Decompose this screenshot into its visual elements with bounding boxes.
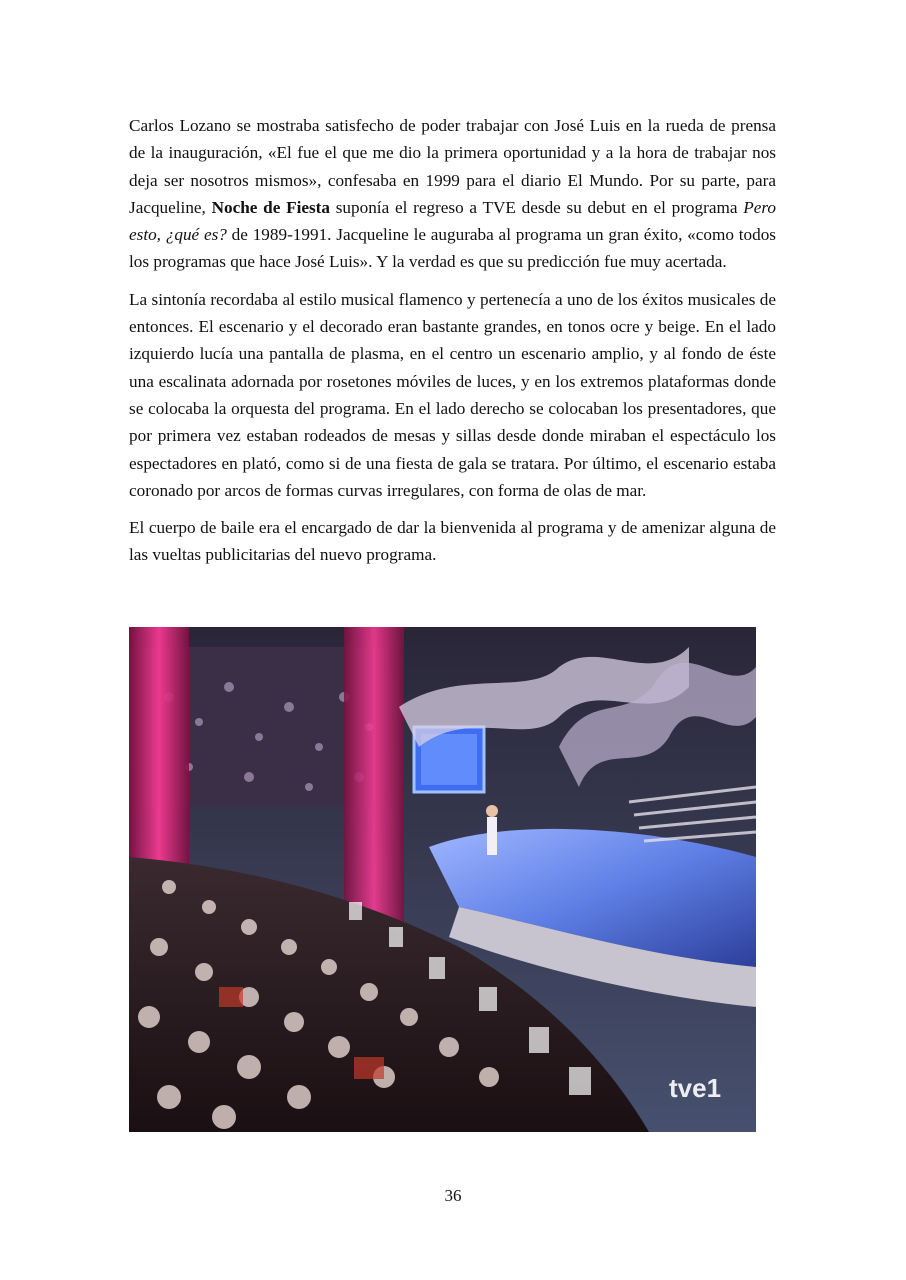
text-run: suponía el regreso a TVE desde su debut en el programa — [330, 197, 744, 217]
text-run: La sintonía recordaba al estilo musical flamenco y pertenecía a uno de los éxitos musicales de entonces. El escenario y el decorado eran bastante grandes, en tonos ocre y beige. En el lado izquierdo lucía una pantalla de plasma, en el centro un escenario amplio, y al fondo de éste una escalinata adornada por rosetones móviles de luces, y en los extremos plataformas donde se colocaba la orquesta del programa. En el lado derecho se colocaban los presentadores, que por primera vez estaban rodeados de mesas y sillas desde donde miraban el espectáculo los espectadores en plató, como si de una fiesta de gala se tratara. Por último, el escenario estaba coronado por arcos de formas curvas irregulares, con forma de olas de mar. — [129, 289, 776, 500]
tve1-watermark: tve1 — [669, 1073, 722, 1103]
body-text — [129, 112, 776, 579]
paragraph — [129, 286, 776, 504]
page-number: 36 — [444, 1186, 462, 1205]
paragraph — [129, 514, 776, 569]
italic-text: Pero esto, ¿qué es? — [129, 197, 776, 245]
text-run: El cuerpo de baile era el encargado de dar la bienvenida al programa y de amenizar alguna de las vueltas publicitarias del nuevo programa. — [129, 518, 776, 565]
tv-studio-photo — [129, 627, 756, 1132]
paragraph — [129, 112, 776, 276]
text-run: de 1989-1991. Jacqueline le auguraba al programa un gran éxito, «como todos los programas que hace José Luis». Y la verdad es que su predicción fue muy acertada. — [129, 225, 776, 272]
bold-text: Noche de Fiesta — [211, 197, 330, 217]
text-run: Carlos Lozano se mostraba satisfecho de poder trabajar con José Luis en la rueda de prensa de la inauguración, «El fue el que me dio la primera oportunidad y a la hora de trabajar nos deja ser nosotros mismos», confesaba en 1999 para el diario El Mundo. Por su parte, para Jacqueline, — [129, 116, 776, 217]
